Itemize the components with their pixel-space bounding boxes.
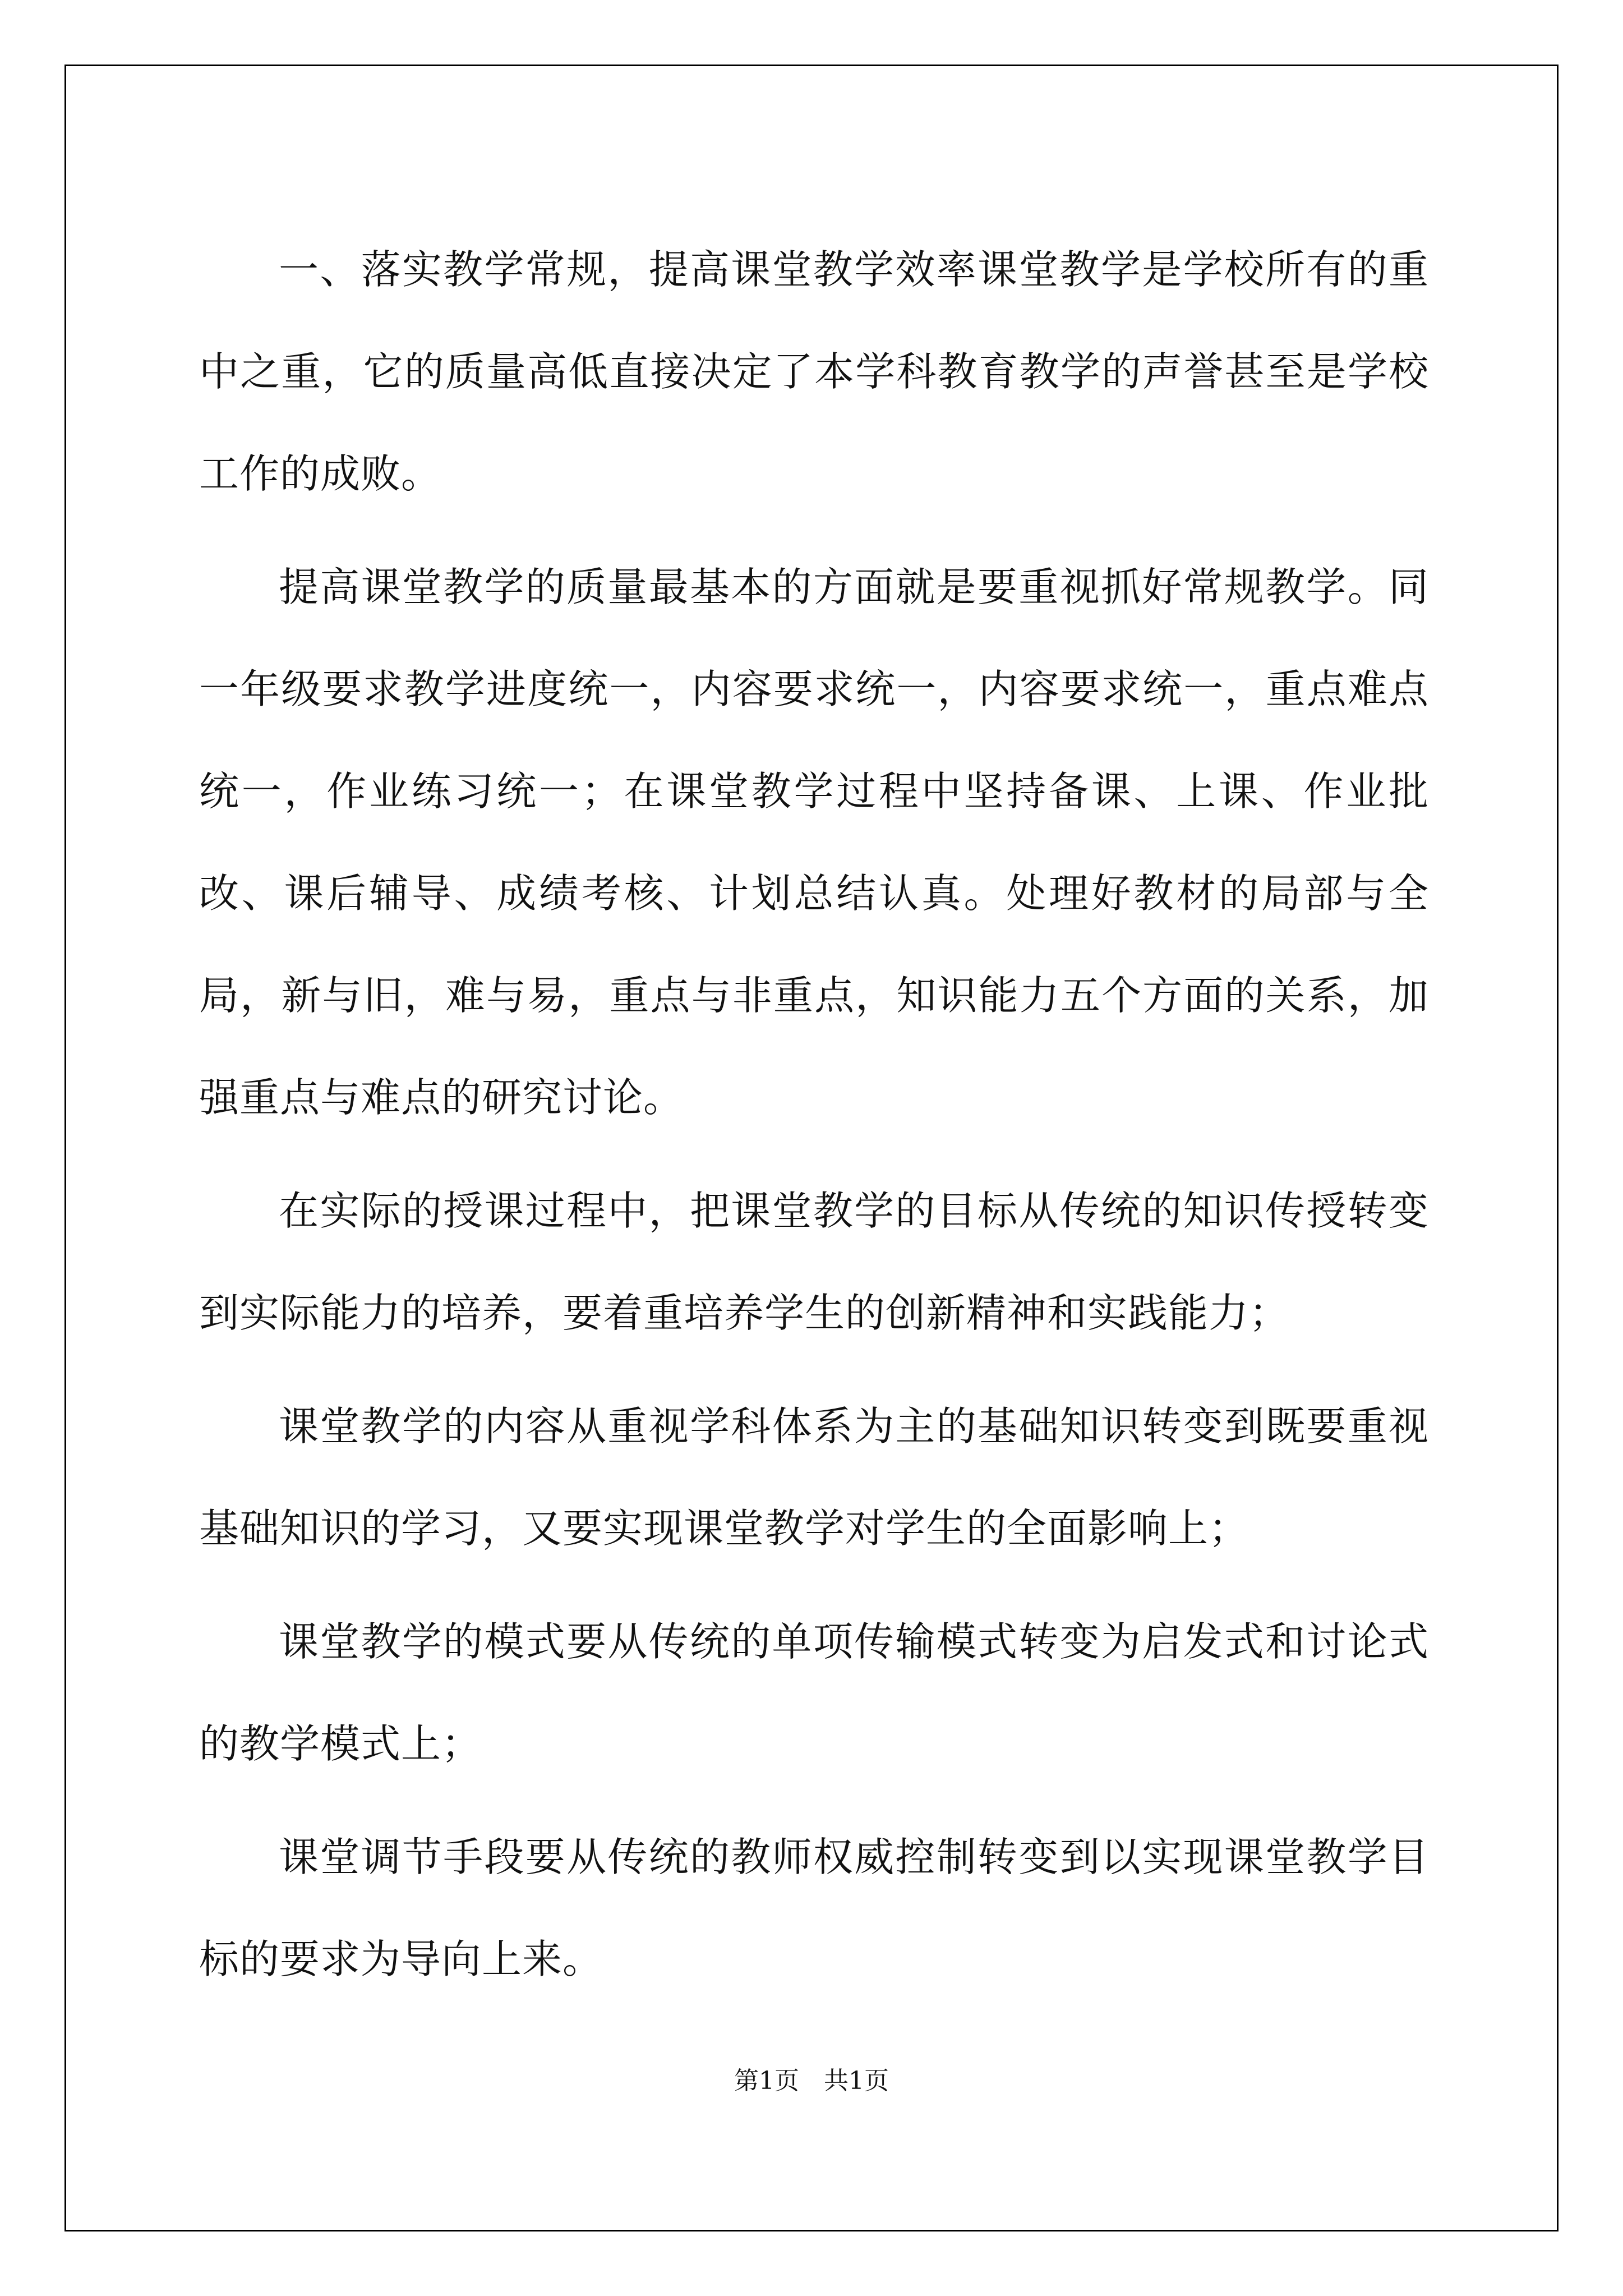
paragraph-2: 提高课堂教学的质量最基本的方面就是要重视抓好常规教学。同一年级要求教学进度统一，内容要求统一，内容要求统一，重点难点统一，作业练习统一；在课堂教学过程中坚持备课、上课、作业批改、课后辅导、成绩考核、计划总结认真。处理好教材的局部与全局，新与旧，难与易，重点与非重点，知识能力五个方面的关系，加强重点与难点的研究讨论。 <box>199 564 1429 1121</box>
paragraph-5: 课堂教学的模式要从传统的单项传输模式转变为启发式和讨论式的教学模式上； <box>199 1618 1429 1767</box>
document-body <box>199 219 1429 2022</box>
page-number-footer: 第1页 共1页 <box>734 2067 889 2095</box>
paragraph-1: 一、落实教学常规，提高课堂教学效率课堂教学是学校所有的重中之重，它的质量高低直接决定了本学科教育教学的声誉甚至是学校工作的成败。 <box>199 246 1429 497</box>
paragraph-3: 在实际的授课过程中，把课堂教学的目标从传统的知识传授转变到实际能力的培养，要着重培养学生的创新精神和实践能力； <box>199 1188 1429 1336</box>
paragraph-6: 课堂调节手段要从传统的教师权威控制转变到以实现课堂教学目标的要求为导向上来。 <box>199 1834 1429 1982</box>
paragraph-4: 课堂教学的内容从重视学科体系为主的基础知识转变到既要重视基础知识的学习，又要实现课堂教学对学生的全面影响上； <box>199 1403 1429 1552</box>
